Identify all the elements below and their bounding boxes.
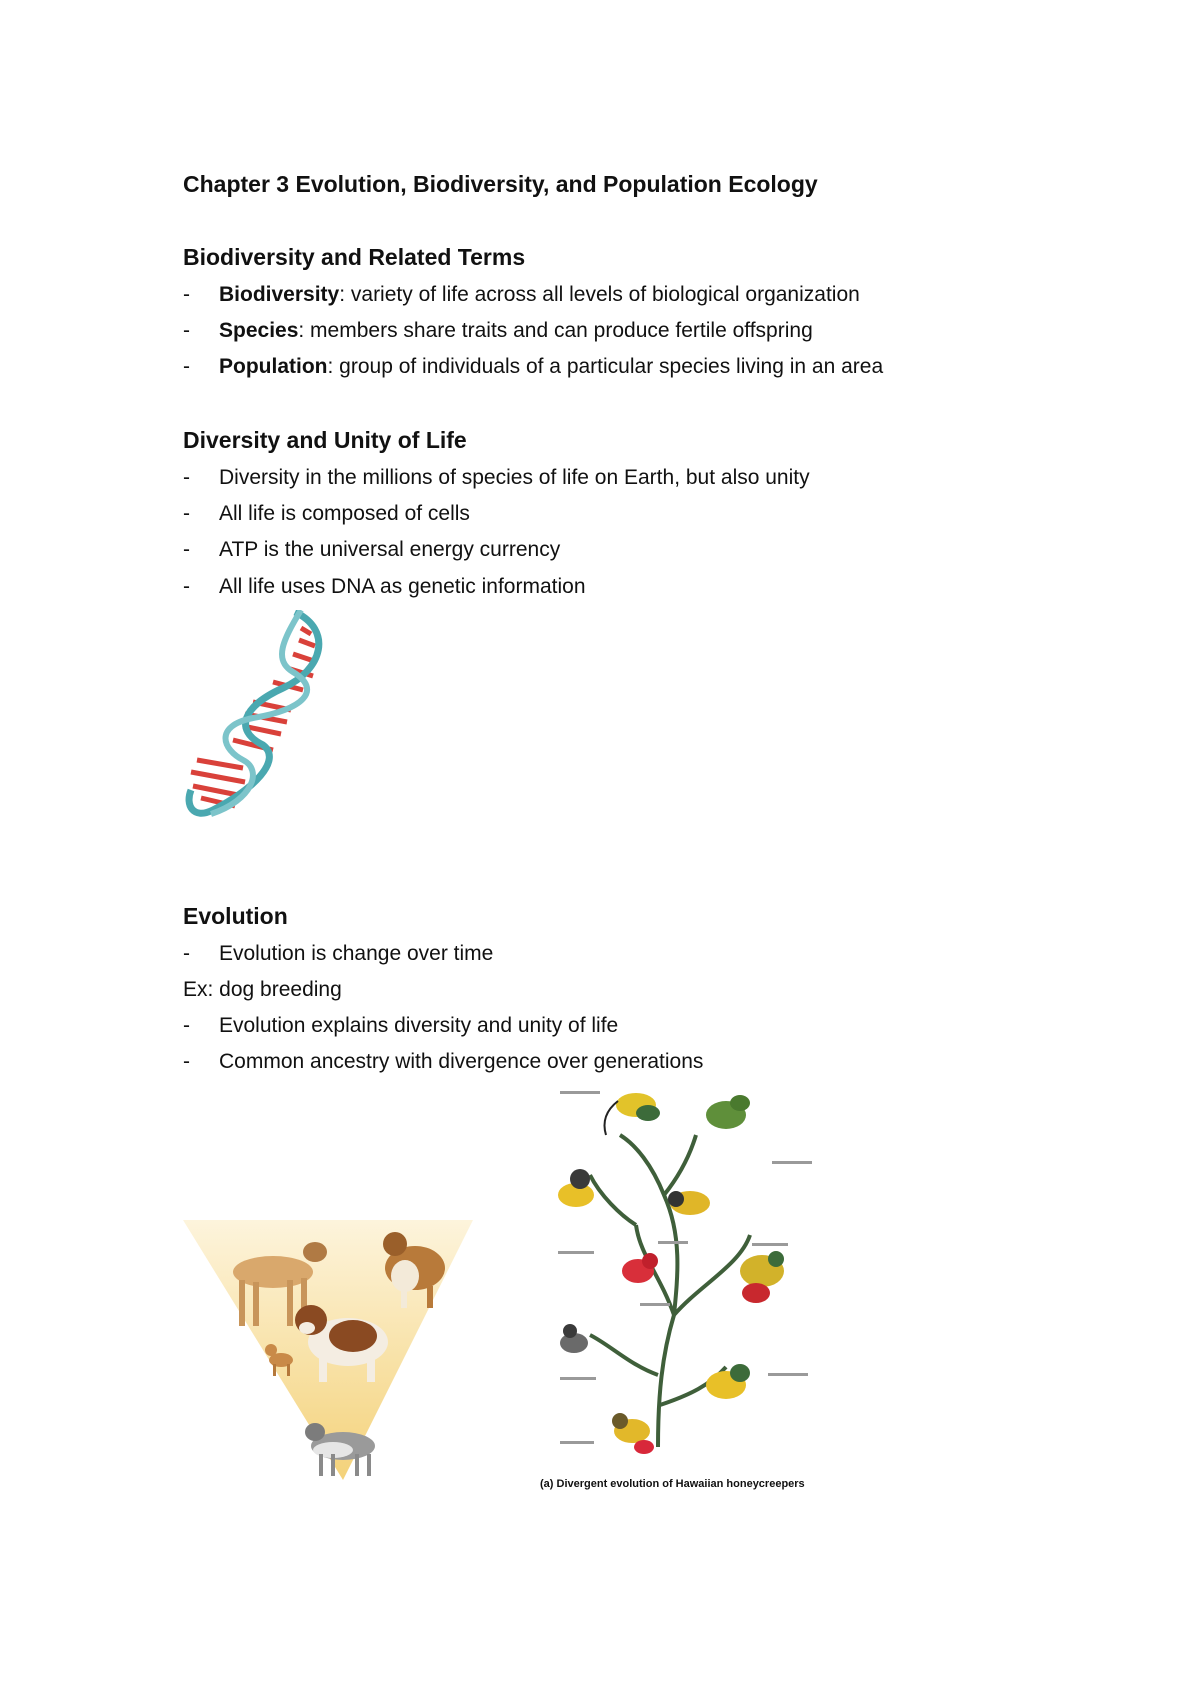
list-item: - Evolution explains diversity and unity of life: [183, 1014, 619, 1037]
figure-caption: (a) Divergent evolution of Hawaiian honeycreepers: [540, 1478, 805, 1490]
list-item: - Evolution is change over time: [183, 942, 494, 965]
honeycreeper-tree-illustration: [540, 1075, 840, 1475]
list-item: - Biodiversity: variety of life across all levels of biological organization: [183, 283, 860, 306]
term: Species: [219, 319, 299, 342]
list-item: - All life uses DNA as genetic information: [183, 575, 586, 598]
term: Biodiversity: [219, 283, 340, 306]
dna-helix-illustration: [183, 610, 348, 820]
bird-icon: [612, 1413, 654, 1454]
tree-branches: [590, 1135, 750, 1447]
list-item: - Common ancestry with divergence over generations: [183, 1050, 704, 1073]
list-item: - Diversity in the millions of species of life on Earth, but also unity: [183, 466, 810, 489]
page-title: Chapter 3 Evolution, Biodiversity, and Population Ecology: [183, 171, 818, 197]
bird-icon: [560, 1324, 588, 1353]
list-item: - All life is composed of cells: [183, 502, 470, 525]
bird-icon: [558, 1169, 594, 1207]
bird-icon: [740, 1251, 784, 1303]
bird-icon: [706, 1364, 750, 1399]
bird-icon: [668, 1191, 710, 1215]
section-heading-evolution: Evolution: [183, 903, 288, 929]
bird-icon: [706, 1095, 750, 1129]
list-item: - ATP is the universal energy currency: [183, 538, 561, 561]
dna-strand-b: [211, 610, 307, 814]
list-item: - Population: group of individuals of a particular species living in an area: [183, 355, 884, 378]
list-item: - Species: members share traits and can produce fertile offspring: [183, 319, 813, 342]
section-heading-unity: Diversity and Unity of Life: [183, 427, 467, 453]
section-heading-biodiversity: Biodiversity and Related Terms: [183, 244, 526, 270]
term: Population: [219, 355, 328, 378]
dog-breeding-illustration: [183, 1200, 473, 1490]
bird-icon: [605, 1093, 661, 1135]
example-text: Ex: dog breeding: [183, 978, 342, 1001]
bird-icon: [622, 1253, 658, 1283]
